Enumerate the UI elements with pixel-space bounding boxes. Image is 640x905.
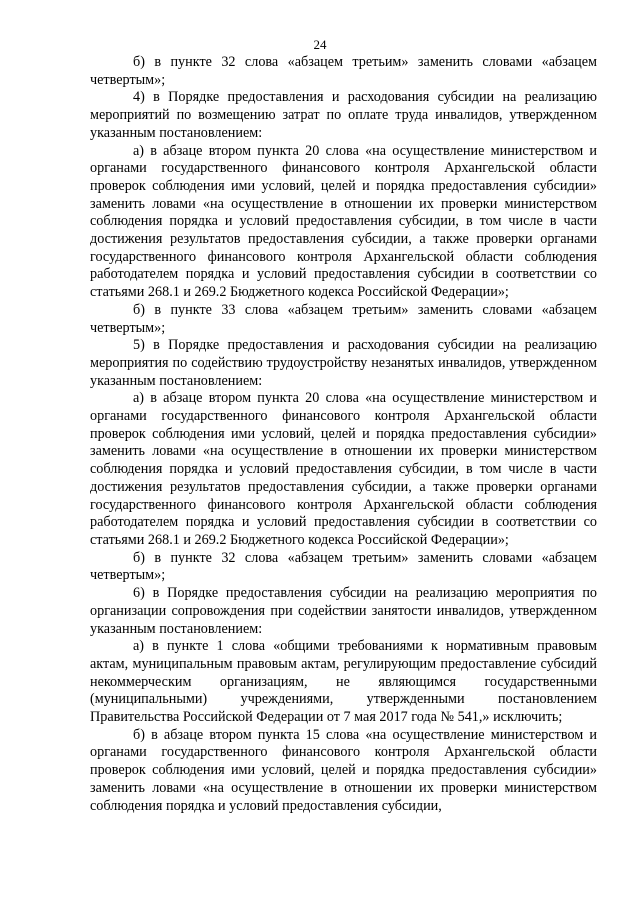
paragraph: б) в пункте 33 слова «абзацем третьим» заменить словами «абзацем четвертым»; [90, 301, 597, 336]
paragraph: а) в пункте 1 слова «общими требованиями к нормативным правовым актам, муниципальным правовым актам, регулирующим предоставление субсидий некоммерческим организациям, не являющимся государственными (муниципальными) учреждениями, утвержденными постановлением Правительства Российской Федерации от 7 мая 2017 года № 541,» исключить; [90, 638, 597, 726]
paragraph: б) в абзаце втором пункта 15 слова «на осуществление министерством и органами государственного финансового контроля Архангельской области проверок соблюдения ими условий, целей и порядка предоставления субсидии» заменить ловами «на осуществление в отношении их проверки министерством соблюдения порядка и условий предоставления субсидии, [90, 726, 597, 814]
paragraph: б) в пункте 32 слова «абзацем третьим» заменить словами «абзацем четвертым»; [90, 549, 597, 584]
paragraph: а) в абзаце втором пункта 20 слова «на осуществление министерством и органами государственного финансового контроля Архангельской области проверок соблюдения ими условий, целей и порядка предоставления субсидии» заменить ловами «на осуществление в отношении их проверки министерством соблюдения порядка и условий предоставления субсидии, в том числе в части достижения результатов предоставления субсидии, а также проверки органами государственного финансового контроля Архангельской области соблюдения работодателем порядка и условий предоставления субсидии в соответствии со статьями 268.1 и 269.2 Бюджетного кодекса Российской Федерации»; [90, 142, 597, 301]
paragraph: 5) в Порядке предоставления и расходования субсидии на реализацию мероприятия по содействию трудоустройству незанятых инвалидов, утвержденном указанным постановлением: [90, 337, 597, 389]
document-body [90, 54, 597, 815]
paragraph: 4) в Порядке предоставления и расходования субсидии на реализацию мероприятий по возмещению затрат по оплате труда инвалидов, утвержденном указанным постановлением: [90, 89, 597, 141]
paragraph: б) в пункте 32 слова «абзацем третьим» заменить словами «абзацем четвертым»; [90, 54, 597, 88]
paragraph: а) в абзаце втором пункта 20 слова «на осуществление министерством и органами государственного финансового контроля Архангельской области проверок соблюдения ими условий, целей и порядка предоставления субсидии» заменить ловами «на осуществление в отношении их проверки министерством соблюдения порядка и условий предоставления субсидии, в том числе в части достижения результатов предоставления субсидии, а также проверки органами государственного финансового контроля Архангельской области соблюдения работодателем порядка и условий предоставления субсидии в соответствии со статьями 268.1 и 269.2 Бюджетного кодекса Российской Федерации»; [90, 390, 597, 548]
paragraph: 6) в Порядке предоставления субсидии на реализацию мероприятия по организации сопровождения при содействии занятости инвалидов, утвержденном указанным постановлением: [90, 585, 597, 637]
page-number: 24 [313, 37, 327, 52]
